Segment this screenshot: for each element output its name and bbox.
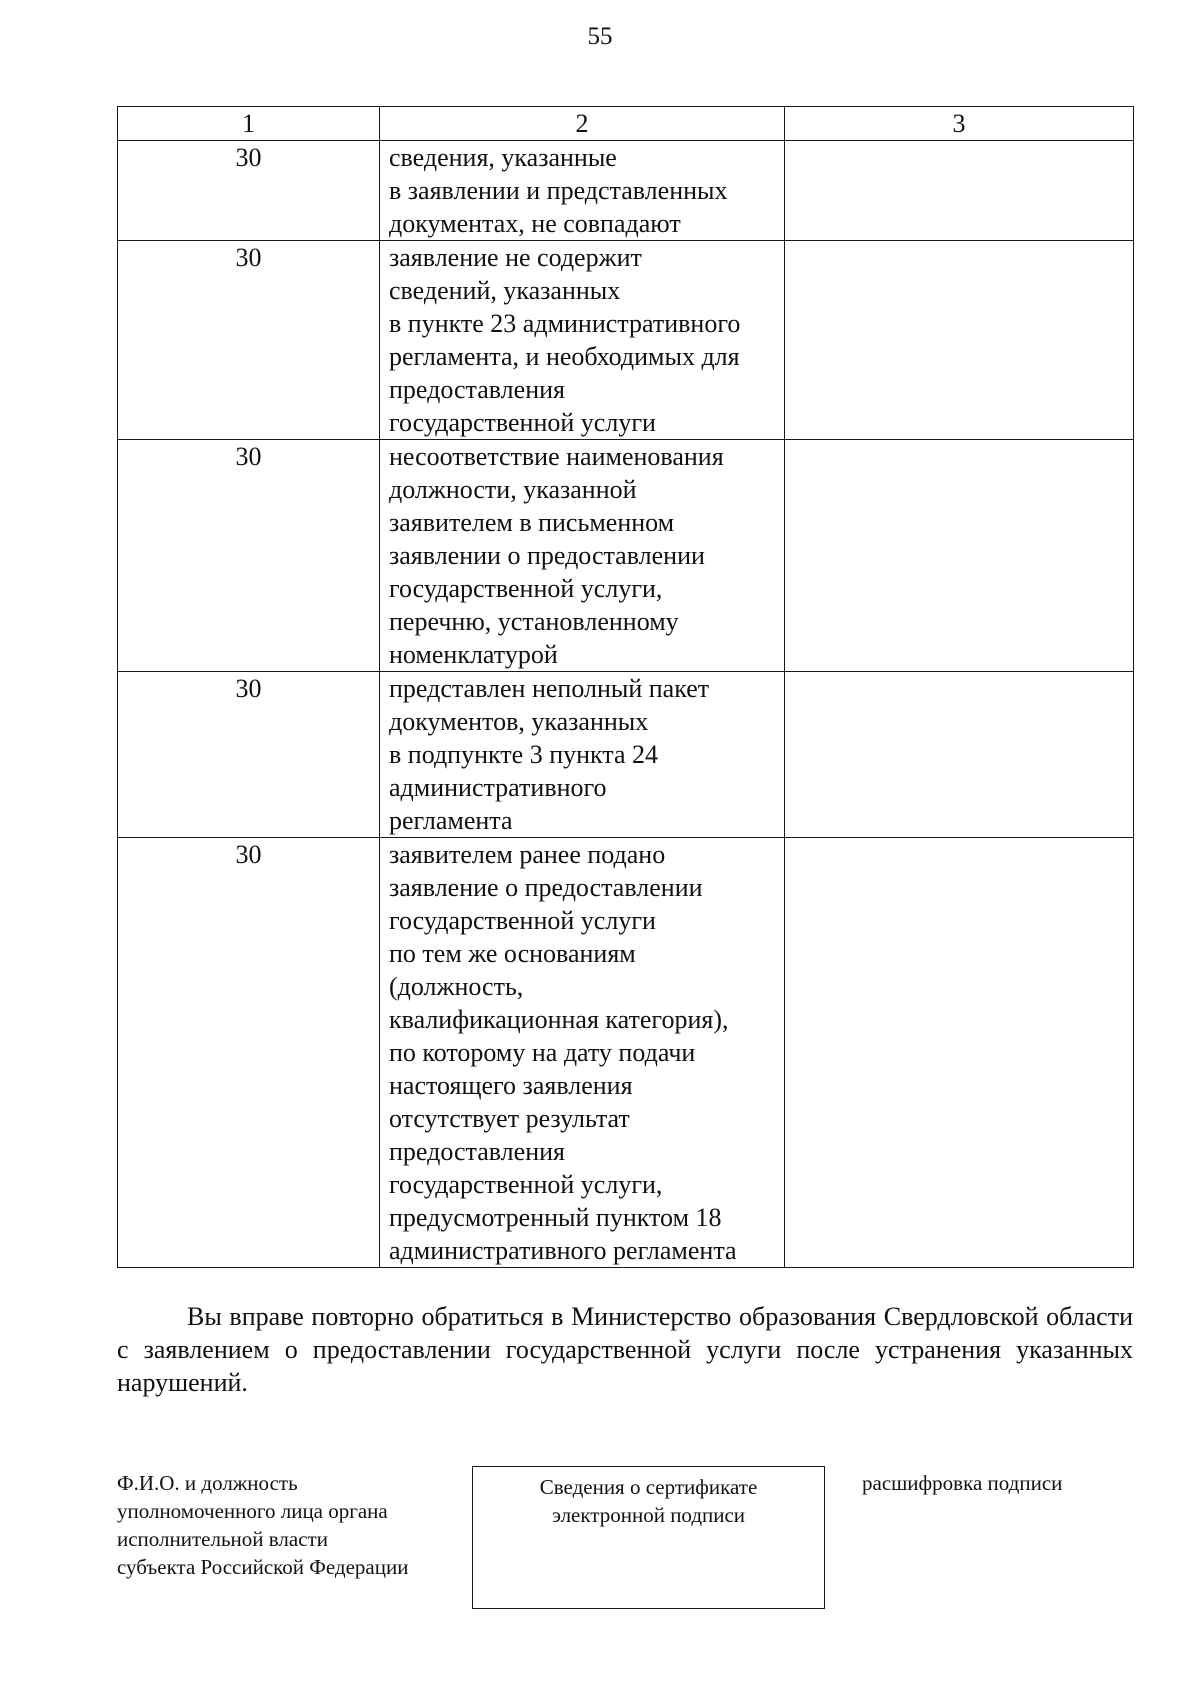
table-row <box>118 241 1134 440</box>
empty-cell <box>785 241 1134 440</box>
column-header-3: 3 <box>785 107 1134 141</box>
table-row <box>118 672 1134 838</box>
table-row <box>118 838 1134 1268</box>
ground-text-cell: несоответствие наименования должности, указанной заявителем в письменном заявлении о предоставлении государственной услуги, перечню, установленному номенклатурой <box>380 440 785 672</box>
ground-text-cell: представлен неполный пакет документов, указанных в подпункте 3 пункта 24 административного регламента <box>380 672 785 838</box>
empty-cell <box>785 838 1134 1268</box>
table-header-row <box>118 107 1134 141</box>
empty-cell <box>785 141 1134 241</box>
refusal-grounds-table <box>117 106 1134 1268</box>
page-number: 55 <box>587 23 613 50</box>
ground-text-cell: заявителем ранее подано заявление о предоставлении государственной услуги по тем же основаниям (должность, квалификационная категория), по которому на дату подачи настоящего заявления отсутствует результат предоставления государственной услуги, предусмотренный пунктом 18 административного регламента <box>380 838 785 1268</box>
row-number-cell: 30 <box>118 141 380 241</box>
column-header-1: 1 <box>118 107 380 141</box>
row-number-cell: 30 <box>118 241 380 440</box>
table-row <box>118 141 1134 241</box>
row-number-cell: 30 <box>118 440 380 672</box>
row-number-cell: 30 <box>118 838 380 1268</box>
signature-decoding-label: расшифровка подписи <box>862 1471 1063 1495</box>
empty-cell <box>785 440 1134 672</box>
column-header-2: 2 <box>380 107 785 141</box>
signature-certificate-box: Сведения о сертификате электронной подписи <box>472 1466 825 1609</box>
ground-text-cell: заявление не содержит сведений, указанных в пункте 23 административного регламента, и необходимых для предоставления государственной услуги <box>380 241 785 440</box>
official-name-position-label: Ф.И.О. и должность уполномоченного лица органа исполнительной власти субъекта Российской Федерации <box>117 1471 409 1579</box>
empty-cell <box>785 672 1134 838</box>
table-row <box>118 440 1134 672</box>
ground-text-cell: сведения, указанные в заявлении и представленных документах, не совпадают <box>380 141 785 241</box>
reapply-notice: Вы вправе повторно обратиться в Министерство образования Свердловской области с заявлением о предоставлении государственной услуги после устранения указанных нарушений. <box>117 1302 1133 1397</box>
row-number-cell: 30 <box>118 672 380 838</box>
